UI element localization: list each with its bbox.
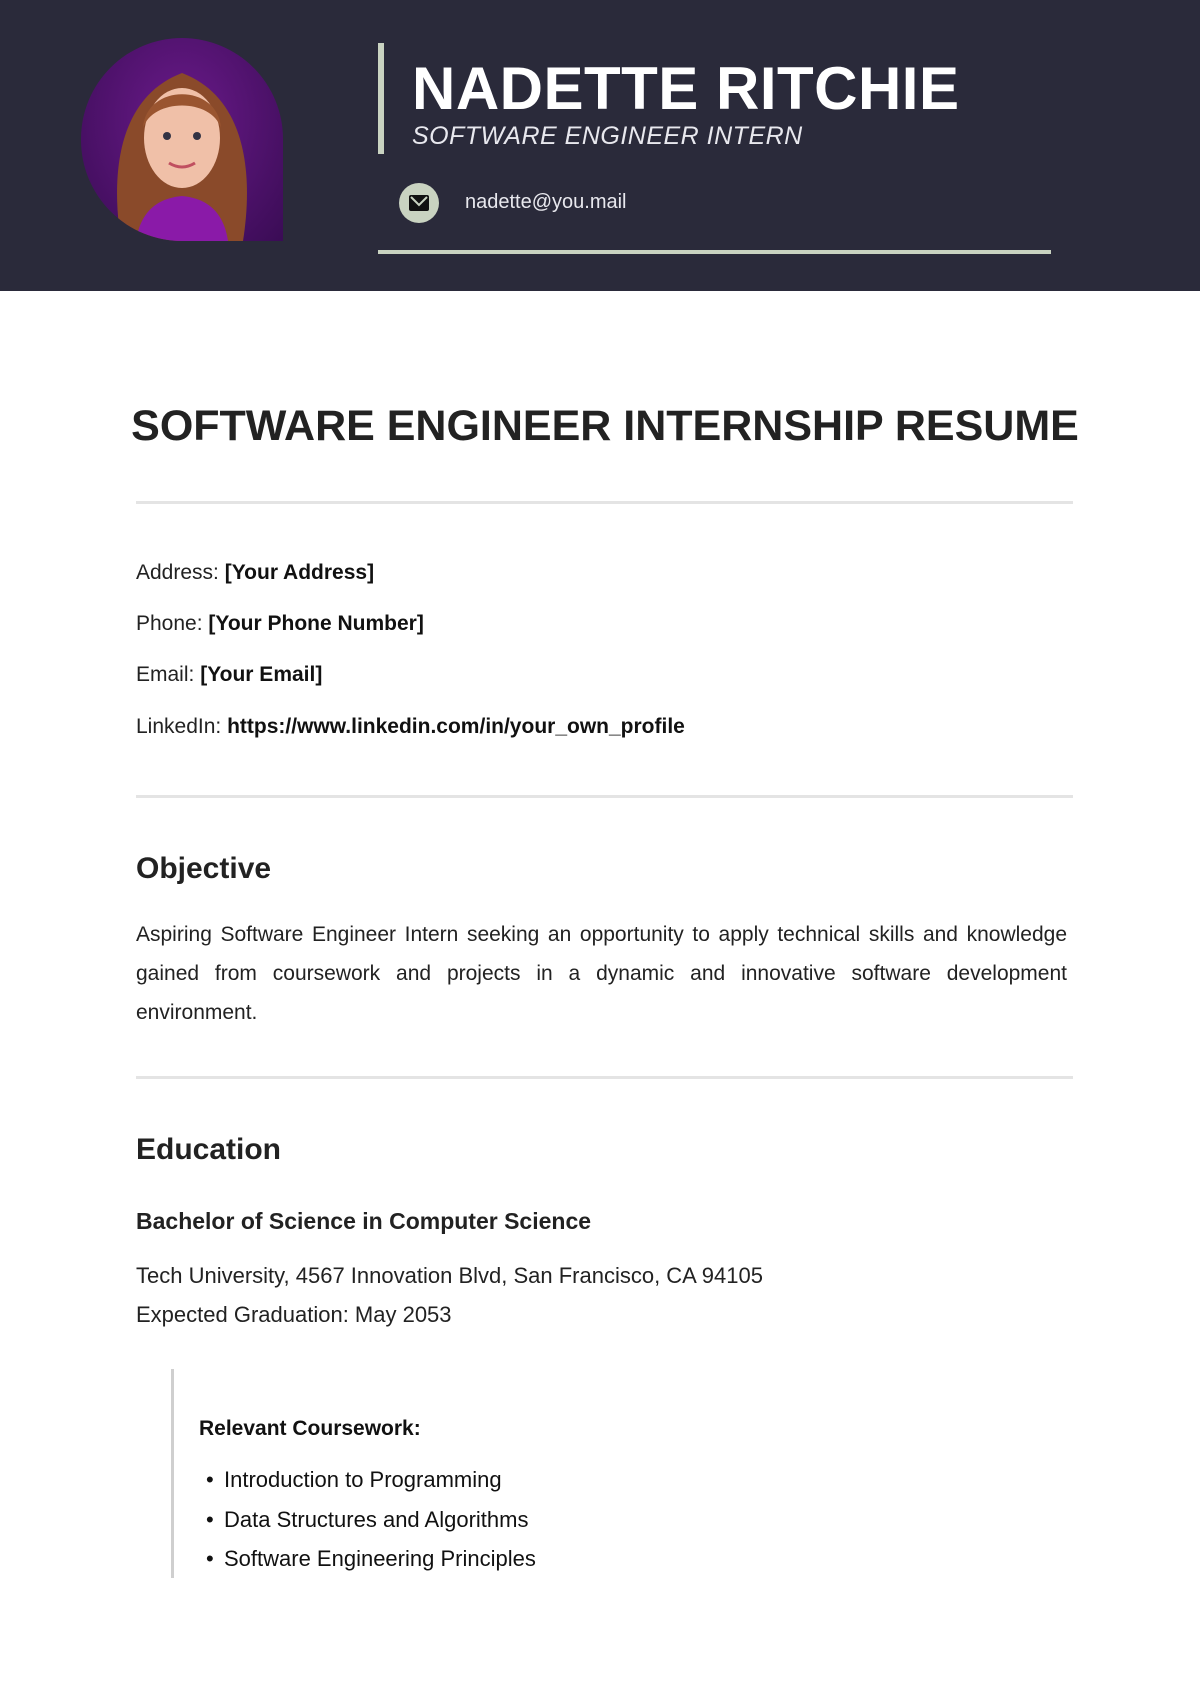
divider	[136, 1076, 1073, 1079]
coursework-bar	[171, 1369, 174, 1578]
objective-text: Aspiring Software Engineer Intern seeking an opportunity to apply technical skills and knowledge gained from coursework and projects in a dynamic and innovative software development environment.	[136, 923, 1067, 1024]
contact-phone	[136, 612, 424, 636]
coursework-item: • Introduction to Programming	[206, 1467, 502, 1493]
header-divider	[378, 250, 1051, 254]
coursework-item: • Data Structures and Algorithms	[206, 1507, 528, 1533]
label: Email:	[136, 663, 195, 686]
linkedin-link[interactable]: https://www.linkedin.com/in/your_own_profile	[227, 715, 685, 738]
value: [Your Phone Number]	[208, 612, 424, 635]
label: Address:	[136, 561, 219, 584]
school: Tech University, 4567 Innovation Blvd, San Francisco, CA 94105	[136, 1263, 763, 1288]
value: [Your Email]	[200, 663, 323, 686]
divider	[136, 795, 1073, 798]
candidate-role: SOFTWARE ENGINEER INTERN	[412, 122, 803, 150]
education-heading: Education	[136, 1133, 282, 1166]
profile-photo	[81, 38, 283, 241]
objective-heading: Objective	[136, 852, 272, 885]
label: Phone:	[136, 612, 203, 635]
header-email[interactable]: nadette@you.mail	[465, 191, 627, 213]
graduation: Expected Graduation: May 2053	[136, 1302, 452, 1327]
contact-email	[136, 663, 322, 687]
label: LinkedIn:	[136, 715, 222, 738]
value: [Your Address]	[224, 561, 375, 584]
document-title: SOFTWARE ENGINEER INTERNSHIP RESUME	[131, 402, 1079, 450]
accent-bar	[378, 43, 384, 154]
coursework-label: Relevant Coursework:	[199, 1417, 421, 1440]
candidate-name: NADETTE RITCHIE	[412, 55, 960, 122]
degree: Bachelor of Science in Computer Science	[136, 1208, 592, 1234]
coursework-item: • Software Engineering Principles	[206, 1546, 536, 1572]
divider	[136, 501, 1073, 504]
email-icon	[399, 183, 439, 223]
contact-linkedin	[136, 715, 685, 739]
contact-address	[136, 561, 374, 585]
